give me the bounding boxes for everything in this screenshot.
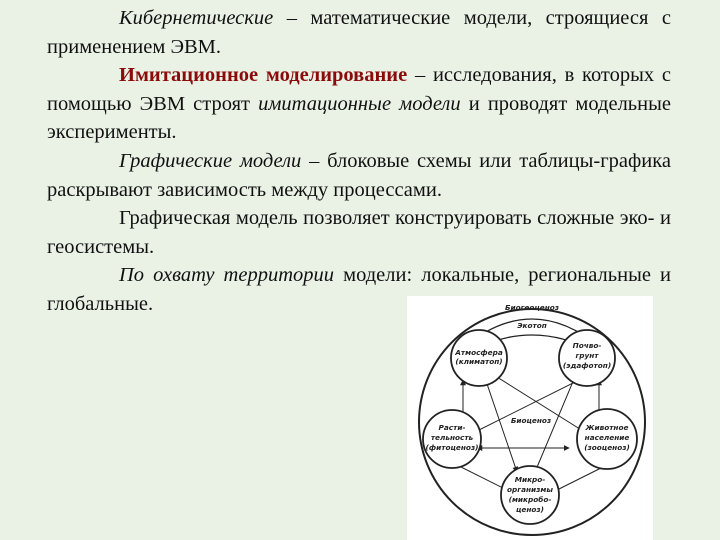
paragraph-simulation <box>47 61 671 147</box>
definition-territory: модели: локальные, региональные и глобальные. <box>47 264 671 315</box>
soil-line-1: Почво- <box>572 341 602 350</box>
text-graphic-model: Графическая модель позволяет конструировать сложные эко- и геосистемы. <box>47 207 671 258</box>
term-cybernetic: Кибернетические <box>119 7 274 29</box>
label-ecotop: Экотоп <box>517 321 547 330</box>
soil-line-2: грунт <box>575 351 599 360</box>
paragraph-graphic <box>47 147 671 204</box>
definition-simulation-a: – исследования, в которых с помощью ЭВМ строят <box>47 64 671 115</box>
plants-line-3: (фитоценоз) <box>425 443 479 452</box>
atmosphere-line-1: Атмосфера <box>455 348 503 357</box>
microbes-line-1: Микро- <box>514 475 546 484</box>
definition-graphic: – блоковые схемы или таблицы-графика раскрывают зависимость между процессами. <box>47 149 671 201</box>
plants-line-2: тельность <box>430 433 474 442</box>
paragraph-cybernetic <box>47 4 671 61</box>
paragraph-graphic-model <box>47 204 671 261</box>
diagram-svg <box>407 296 653 540</box>
term-simulation: Имитационное моделирование <box>119 64 408 87</box>
microbes-line-2: организмы <box>507 485 553 494</box>
animals-line-1: Животное <box>585 423 629 432</box>
term-territory: По охвату территории <box>119 264 335 287</box>
animals-line-3: (зооценоз) <box>584 443 630 452</box>
definition-cybernetic: – математические модели, строящиеся с применением ЭВМ. <box>47 7 671 58</box>
label-biogeocenosis: Биогеоценоз <box>504 303 560 312</box>
soil-line-3: (эдафотоп) <box>562 361 612 370</box>
label-biocenosis: Биоценоз <box>510 416 552 425</box>
text-block <box>47 4 671 319</box>
term-graphic: Графические модели <box>119 149 302 172</box>
biogeocenosis-diagram <box>407 296 653 540</box>
animals-line-2: население <box>584 433 630 442</box>
term-simulation-models: имитационные модели <box>258 92 461 115</box>
plants-line-1: Расти- <box>438 423 466 432</box>
atmosphere-line-2: (климатоп) <box>455 357 503 366</box>
microbes-line-3: (микробо- <box>508 495 552 504</box>
microbes-line-4: ценоз) <box>516 505 544 514</box>
definition-simulation-b: и проводят модельные эксперименты. <box>47 92 672 144</box>
